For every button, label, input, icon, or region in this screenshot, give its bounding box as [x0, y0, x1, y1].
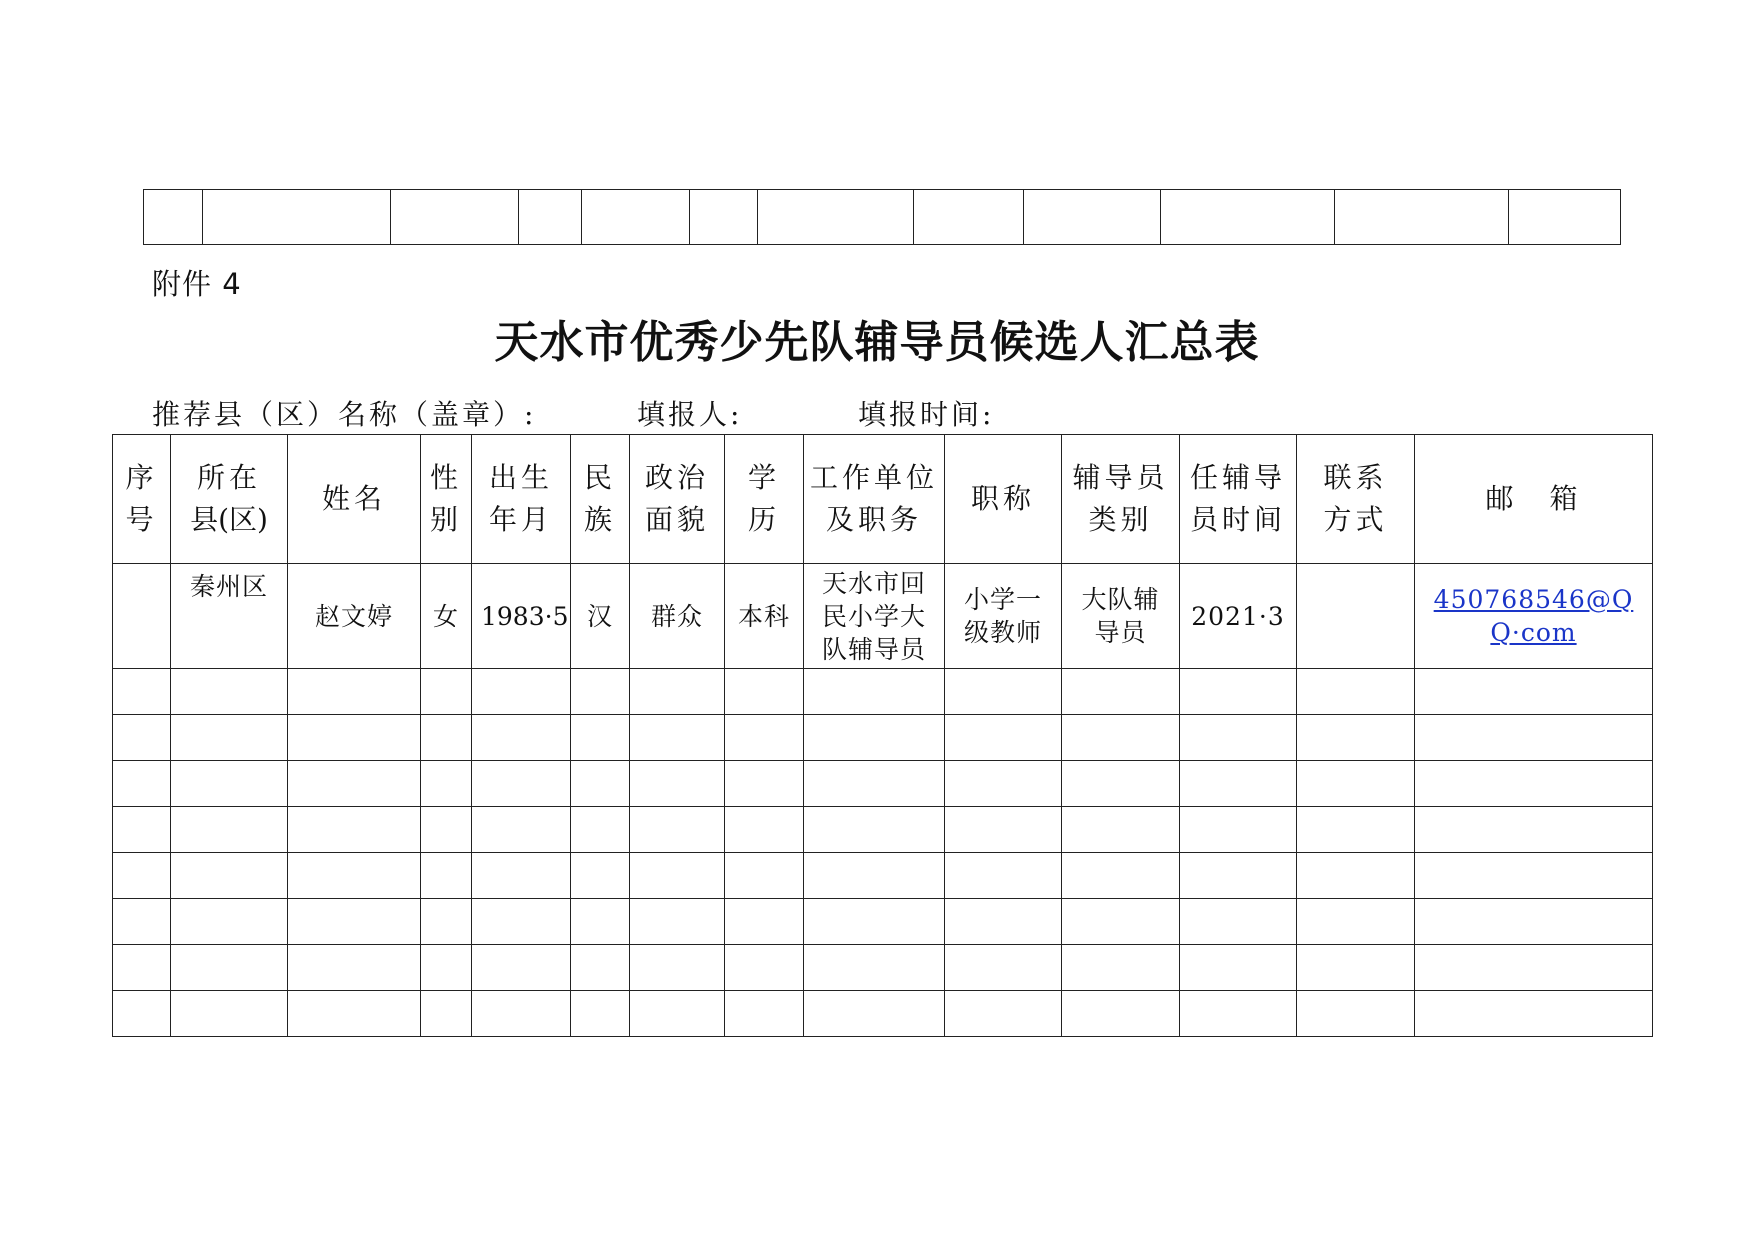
empty-cell: [804, 853, 945, 899]
header-cell-county: 所在 县(区): [171, 435, 288, 564]
empty-cell: [571, 807, 630, 853]
empty-cell: [288, 991, 421, 1037]
empty-cell: [1415, 899, 1653, 945]
empty-cell: [945, 669, 1062, 715]
table-row: [113, 564, 1653, 669]
empty-cell: [571, 669, 630, 715]
empty-cell: [725, 669, 804, 715]
empty-cell: [288, 807, 421, 853]
header-cell-counselor-since: 任辅导 员时间: [1180, 435, 1297, 564]
empty-cell: [1180, 669, 1297, 715]
empty-cell: [171, 991, 288, 1037]
strip-cell: [582, 190, 690, 245]
empty-cell: [171, 715, 288, 761]
empty-cell: [945, 807, 1062, 853]
strip-cell: [1024, 190, 1161, 245]
empty-cell: [725, 853, 804, 899]
empty-row: [113, 899, 1653, 945]
empty-cell: [1062, 807, 1180, 853]
cell-work-unit: [804, 564, 945, 669]
empty-cell: [1297, 853, 1415, 899]
cell-email: [1415, 564, 1653, 669]
birth-value: 1983·5: [481, 601, 569, 631]
empty-cell: [945, 945, 1062, 991]
header-cell-email: 邮 箱: [1415, 435, 1653, 564]
empty-cell: [1297, 945, 1415, 991]
empty-cell: [725, 991, 804, 1037]
empty-cell: [171, 669, 288, 715]
empty-cell: [1062, 991, 1180, 1037]
empty-cell: [1180, 715, 1297, 761]
empty-cell: [725, 715, 804, 761]
empty-cell: [472, 807, 571, 853]
empty-cell: [1062, 899, 1180, 945]
empty-cell: [113, 899, 171, 945]
empty-cell: [288, 669, 421, 715]
empty-row: [113, 991, 1653, 1037]
email-link[interactable]: 450768546@QQ·com: [1433, 585, 1634, 647]
empty-cell: [171, 899, 288, 945]
strip-cell: [144, 190, 203, 245]
empty-cell: [113, 807, 171, 853]
strip-cell: [690, 190, 758, 245]
empty-cell: [288, 945, 421, 991]
empty-cell: [945, 761, 1062, 807]
empty-cell: [1180, 761, 1297, 807]
empty-cell: [571, 945, 630, 991]
empty-cell: [1415, 991, 1653, 1037]
empty-cell: [571, 899, 630, 945]
empty-cell: [630, 761, 725, 807]
empty-cell: [1415, 945, 1653, 991]
empty-cell: [571, 991, 630, 1037]
cell-county: 秦州区: [171, 564, 288, 669]
empty-cell: [725, 807, 804, 853]
empty-cell: [1297, 991, 1415, 1037]
empty-cell: [288, 899, 421, 945]
empty-cell: [113, 761, 171, 807]
empty-row: [113, 945, 1653, 991]
cell-counselor-since: 2021·3: [1180, 564, 1297, 669]
empty-cell: [571, 715, 630, 761]
empty-cell: [421, 853, 472, 899]
empty-cell: [804, 945, 945, 991]
header-cell-gender: 性 别: [421, 435, 472, 564]
empty-cell: [1180, 899, 1297, 945]
empty-cell: [725, 761, 804, 807]
counselor-type-value: 大队辅导员: [1081, 585, 1160, 647]
empty-cell: [571, 853, 630, 899]
empty-cell: [1062, 669, 1180, 715]
empty-cell: [472, 899, 571, 945]
county-field-label: 推荐县（区）名称（盖章）:: [152, 398, 537, 431]
empty-row: [113, 853, 1653, 899]
empty-cell: [1297, 761, 1415, 807]
empty-cell: [630, 899, 725, 945]
empty-cell: [1297, 669, 1415, 715]
empty-cell: [113, 853, 171, 899]
empty-cell: [1415, 807, 1653, 853]
empty-cell: [421, 715, 472, 761]
strip-cell: [1161, 190, 1335, 245]
empty-cell: [630, 945, 725, 991]
document-title: 天水市优秀少先队辅导员候选人汇总表: [494, 317, 1260, 368]
empty-cell: [945, 899, 1062, 945]
empty-cell: [1415, 669, 1653, 715]
empty-cell: [1180, 853, 1297, 899]
empty-cell: [472, 669, 571, 715]
work-unit-value: 天水市回民小学大队辅导员: [822, 568, 927, 664]
empty-cell: [421, 945, 472, 991]
empty-cell: [630, 715, 725, 761]
cell-ethnicity: 汉: [571, 564, 630, 669]
empty-cell: [630, 991, 725, 1037]
filler-field-label: 填报人:: [637, 398, 743, 431]
empty-cell: [472, 853, 571, 899]
top-strip-table: [143, 189, 1621, 245]
empty-cell: [288, 761, 421, 807]
empty-cell: [571, 761, 630, 807]
empty-cell: [1180, 807, 1297, 853]
empty-cell: [113, 669, 171, 715]
empty-cell: [1062, 761, 1180, 807]
empty-cell: [472, 761, 571, 807]
empty-cell: [804, 899, 945, 945]
empty-cell: [421, 807, 472, 853]
attachment-label: 附件 4: [152, 267, 242, 301]
cell-title: [945, 564, 1062, 669]
cell-birth: [472, 564, 571, 669]
cell-education: 本科: [725, 564, 804, 669]
strip-cell: [519, 190, 582, 245]
cell-name: 赵文婷: [288, 564, 421, 669]
empty-row: [113, 807, 1653, 853]
empty-cell: [725, 899, 804, 945]
empty-cell: [113, 991, 171, 1037]
empty-cell: [472, 945, 571, 991]
cell-gender: 女: [421, 564, 472, 669]
strip-cell: [1509, 190, 1621, 245]
empty-cell: [171, 945, 288, 991]
empty-cell: [630, 669, 725, 715]
empty-cell: [421, 899, 472, 945]
header-row: [113, 435, 1653, 564]
empty-cell: [1297, 807, 1415, 853]
header-cell-education: 学 历: [725, 435, 804, 564]
empty-cell: [171, 853, 288, 899]
empty-cell: [421, 991, 472, 1037]
empty-cell: [804, 807, 945, 853]
empty-cell: [630, 853, 725, 899]
title-value: 小学一级教师: [963, 585, 1042, 647]
empty-cell: [113, 945, 171, 991]
candidate-summary-table: [112, 434, 1653, 1037]
empty-cell: [1297, 899, 1415, 945]
empty-row: [113, 715, 1653, 761]
strip-cell: [391, 190, 519, 245]
header-cell-index: 序 号: [113, 435, 171, 564]
empty-cell: [171, 807, 288, 853]
header-cell-birth: 出生 年月: [472, 435, 571, 564]
cell-counselor-type: [1062, 564, 1180, 669]
header-cell-political: 政治 面貌: [630, 435, 725, 564]
empty-cell: [1415, 761, 1653, 807]
empty-cell: [945, 715, 1062, 761]
empty-cell: [1062, 853, 1180, 899]
header-cell-ethnicity: 民 族: [571, 435, 630, 564]
empty-cell: [113, 715, 171, 761]
empty-cell: [288, 715, 421, 761]
empty-cell: [1415, 715, 1653, 761]
empty-cell: [1062, 945, 1180, 991]
empty-cell: [804, 991, 945, 1037]
empty-cell: [472, 991, 571, 1037]
header-cell-work-unit: 工作单位 及职务: [804, 435, 945, 564]
empty-cell: [288, 853, 421, 899]
empty-row: [113, 761, 1653, 807]
empty-cell: [1062, 715, 1180, 761]
empty-cell: [1180, 945, 1297, 991]
empty-cell: [945, 991, 1062, 1037]
empty-cell: [1297, 715, 1415, 761]
header-cell-title: 职称: [945, 435, 1062, 564]
empty-cell: [945, 853, 1062, 899]
cell-contact: [1297, 564, 1415, 669]
empty-cell: [421, 669, 472, 715]
fill-time-field-label: 填报时间:: [858, 398, 995, 431]
empty-cell: [804, 715, 945, 761]
empty-cell: [630, 807, 725, 853]
strip-cell: [203, 190, 391, 245]
strip-cell: [914, 190, 1024, 245]
strip-cell: [758, 190, 914, 245]
header-cell-contact: 联系 方式: [1297, 435, 1415, 564]
empty-cell: [472, 715, 571, 761]
empty-row: [113, 669, 1653, 715]
top-strip-row: [144, 190, 1621, 245]
empty-cell: [804, 761, 945, 807]
cell-political: 群众: [630, 564, 725, 669]
header-cell-counselor-type: 辅导员 类别: [1062, 435, 1180, 564]
empty-cell: [725, 945, 804, 991]
cell-index: [113, 564, 171, 669]
header-cell-name: 姓名: [288, 435, 421, 564]
empty-cell: [421, 761, 472, 807]
empty-cell: [171, 761, 288, 807]
empty-cell: [1415, 853, 1653, 899]
empty-cell: [1180, 991, 1297, 1037]
empty-cell: [804, 669, 945, 715]
strip-cell: [1335, 190, 1509, 245]
